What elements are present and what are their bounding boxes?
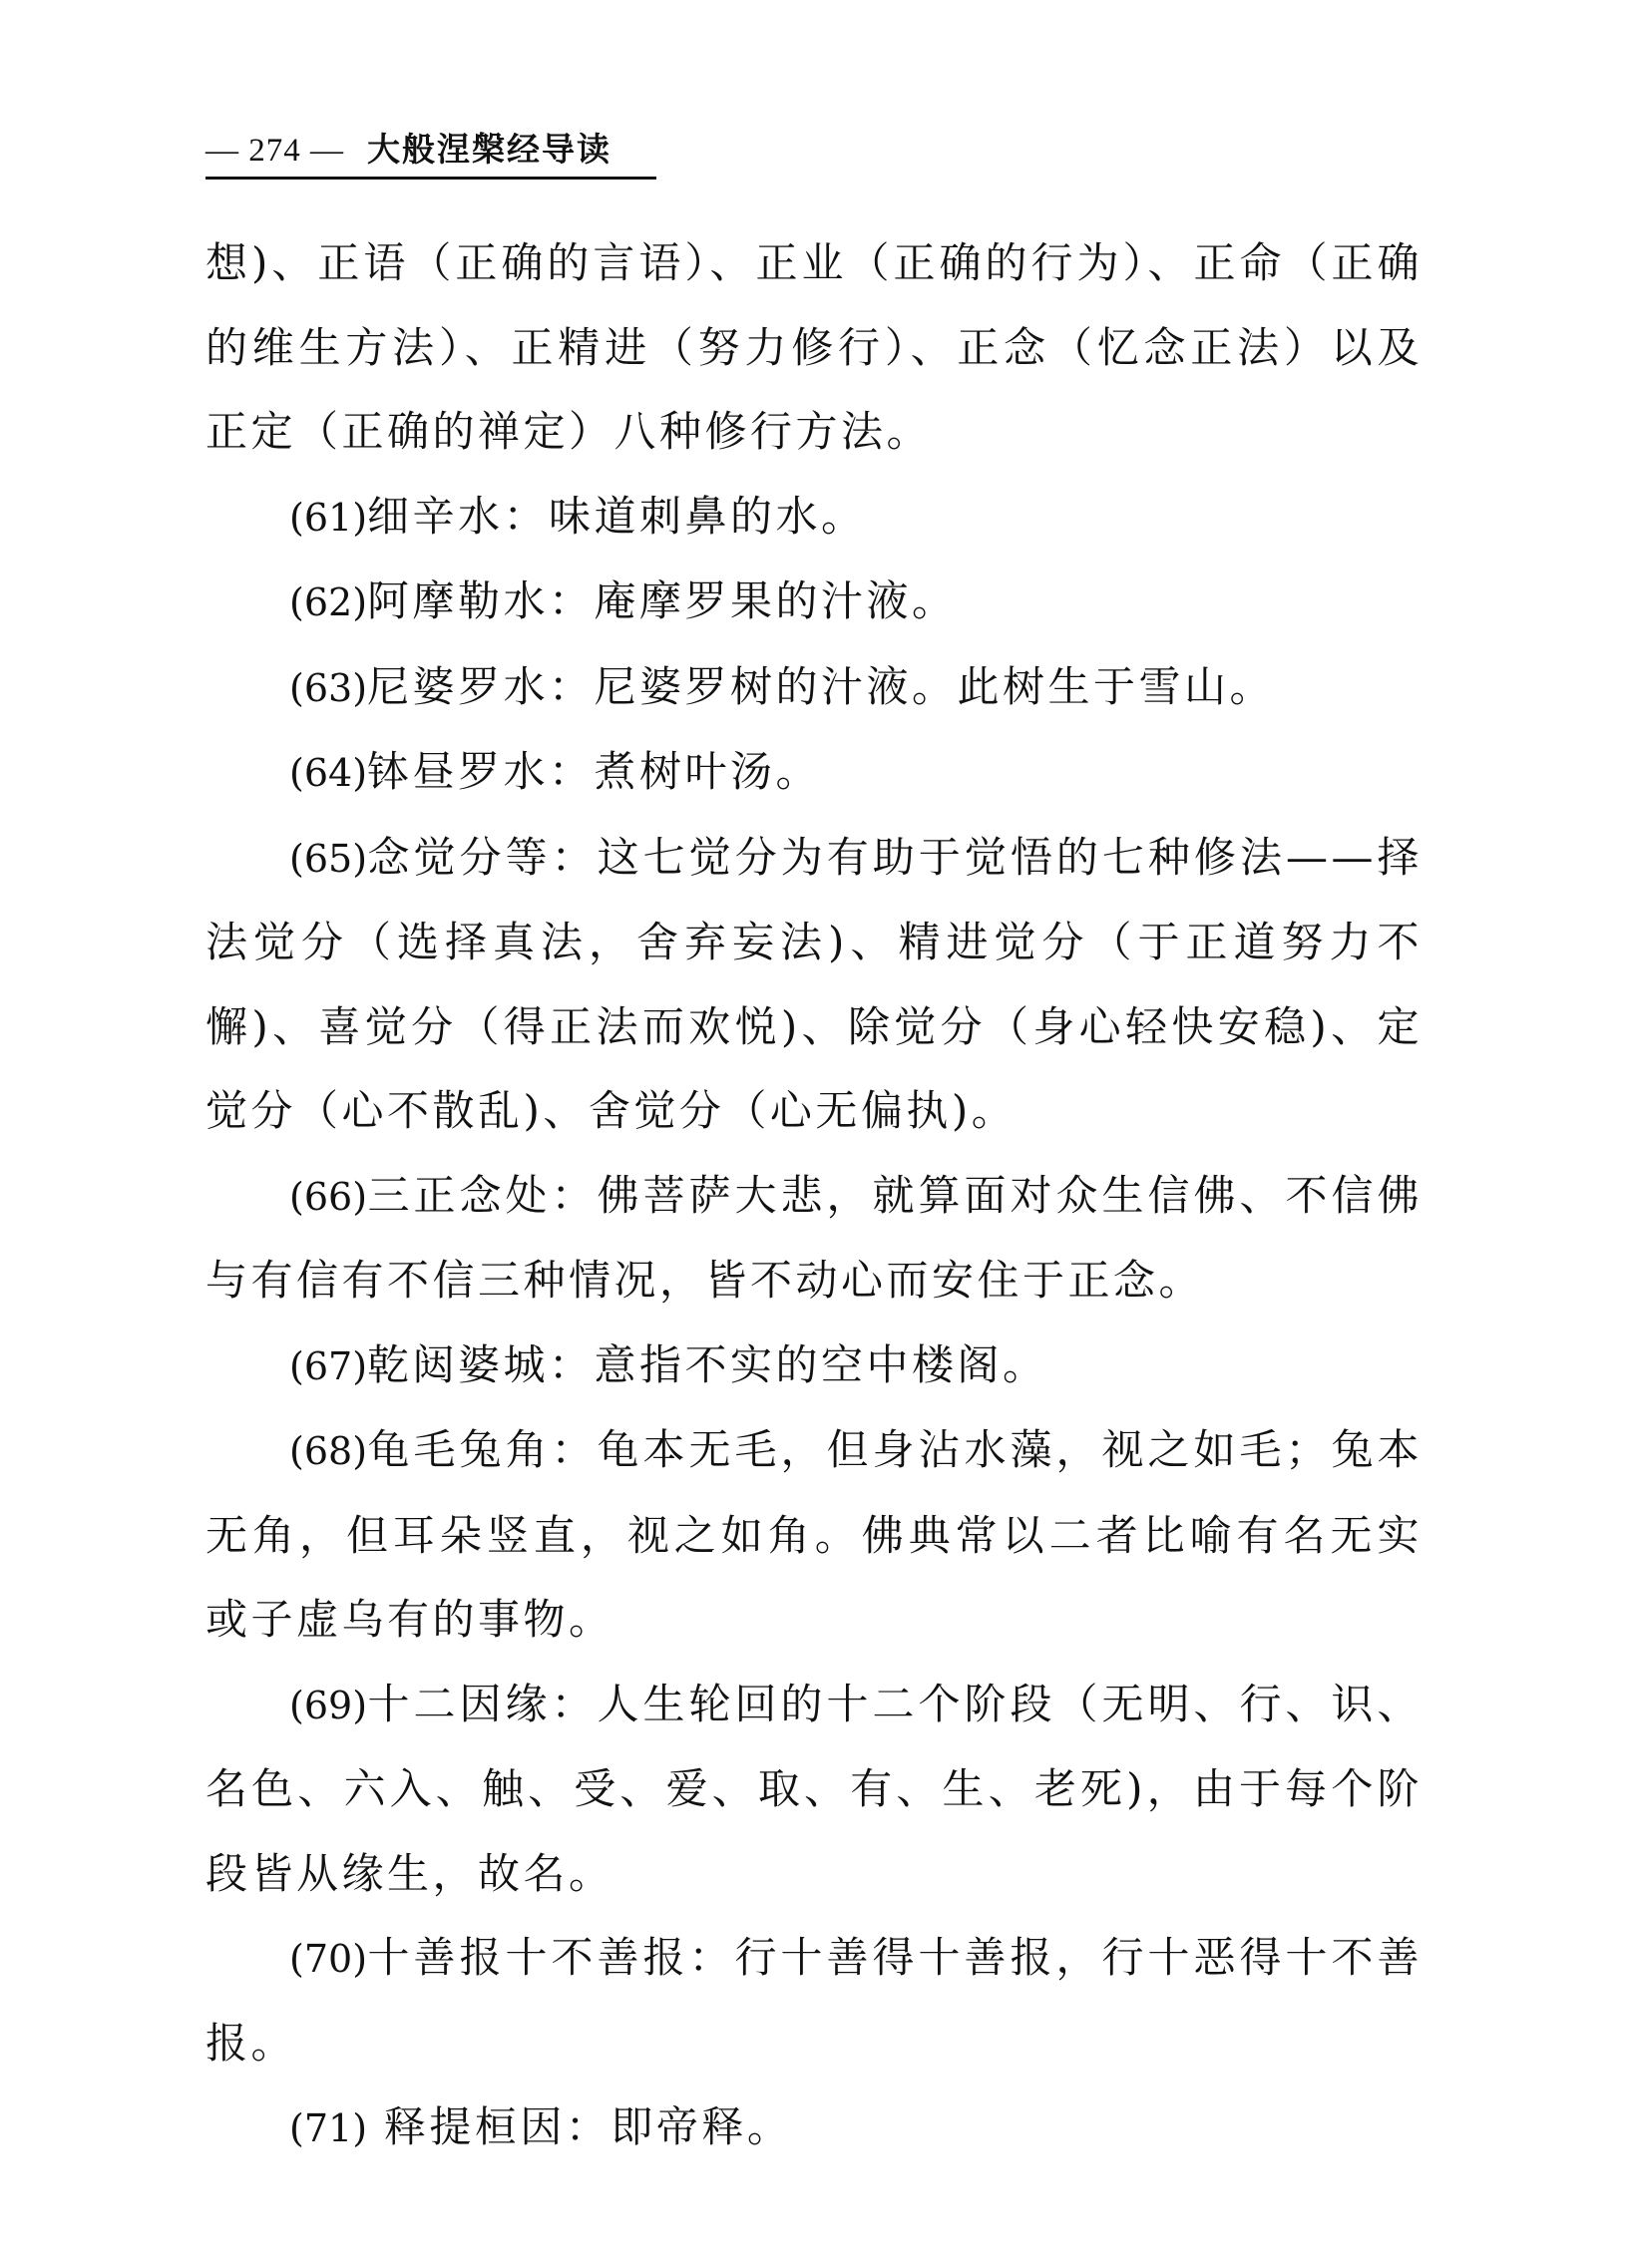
footnote-68 <box>205 1408 1423 1663</box>
footnote-number: (65) <box>289 836 368 881</box>
footnote-number: (71) <box>289 2106 368 2150</box>
footnote-65 <box>205 816 1423 1154</box>
footnote-number: (67) <box>289 1343 368 1388</box>
footnote-text: 十二因缘：人生轮回的十二个阶段（无明、行、识、名色、六入、触、受、爱、取、有、生、老死)，由于每个阶段皆从缘生，故名。 <box>205 1679 1423 1898</box>
footnote-number: (61) <box>289 495 368 540</box>
footnote-71 <box>205 2085 1423 2171</box>
footnote-number: (63) <box>289 665 368 710</box>
footnote-number: (62) <box>289 580 368 624</box>
footnote-text: 十善报十不善报：行十善得十善报，行十恶得十不善报。 <box>205 1933 1423 2068</box>
footnote-text: 阿摩勒水：庵摩罗果的汁液。 <box>367 576 958 625</box>
footnote-number: (64) <box>289 751 368 795</box>
footnote-text: 释提桓因：即帝释。 <box>367 2102 793 2151</box>
footnote-61 <box>205 475 1423 561</box>
footnote-64 <box>205 730 1423 816</box>
footnote-text: 细辛水：味道刺鼻的水。 <box>367 491 867 541</box>
header-rule <box>205 177 656 180</box>
body-text <box>205 221 1423 2171</box>
footnote-69 <box>205 1663 1423 1917</box>
footnote-text: 钵昼罗水：煮树叶汤。 <box>367 747 822 796</box>
book-title: 大般涅槃经导读 <box>366 130 611 169</box>
footnote-70 <box>205 1916 1423 2085</box>
page-number: — 274 — <box>205 133 344 169</box>
footnote-text: 尼婆罗水：尼婆罗树的汁液。此树生于雪山。 <box>367 661 1276 711</box>
footnote-67 <box>205 1323 1423 1409</box>
footnote-number: (69) <box>289 1683 368 1727</box>
footnote-text: 乾闼婆城：意指不实的空中楼阁。 <box>367 1339 1048 1389</box>
continued-paragraph <box>205 221 1423 475</box>
paragraph-text: 想)、正语（正确的言语）、正业（正确的行为）、正命（正确的维生方法）、正精进（努力修行）、正念（忆念正法）以及正定（正确的禅定）八种修行方法。 <box>205 238 1423 456</box>
footnote-62 <box>205 560 1423 645</box>
footnote-number: (66) <box>289 1174 368 1219</box>
running-header <box>205 124 656 176</box>
footnote-text: 三正念处：佛菩萨大悲，就算面对众生信佛、不信佛与有信有不信三种情况，皆不动心而安住于正念。 <box>205 1170 1423 1305</box>
footnote-number: (68) <box>289 1429 368 1473</box>
footnote-63 <box>205 645 1423 731</box>
footnote-text: 念觉分等：这七觉分为有助于觉悟的七种修法——择法觉分（选择真法，舍弃妄法)、精进觉分（于正道努力不懈)、喜觉分（得正法而欢悦)、除觉分（身心轻快安稳)、定觉分（心不散乱)、舍觉分（心无偏执)。 <box>205 832 1423 1135</box>
footnote-66 <box>205 1154 1423 1323</box>
footnote-text: 龟毛兔角：龟本无毛，但身沾水藻，视之如毛；兔本无角，但耳朵竖直，视之如角。佛典常以二者比喻有名无实或子虚乌有的事物。 <box>205 1425 1423 1644</box>
footnote-number: (70) <box>289 1937 368 1981</box>
